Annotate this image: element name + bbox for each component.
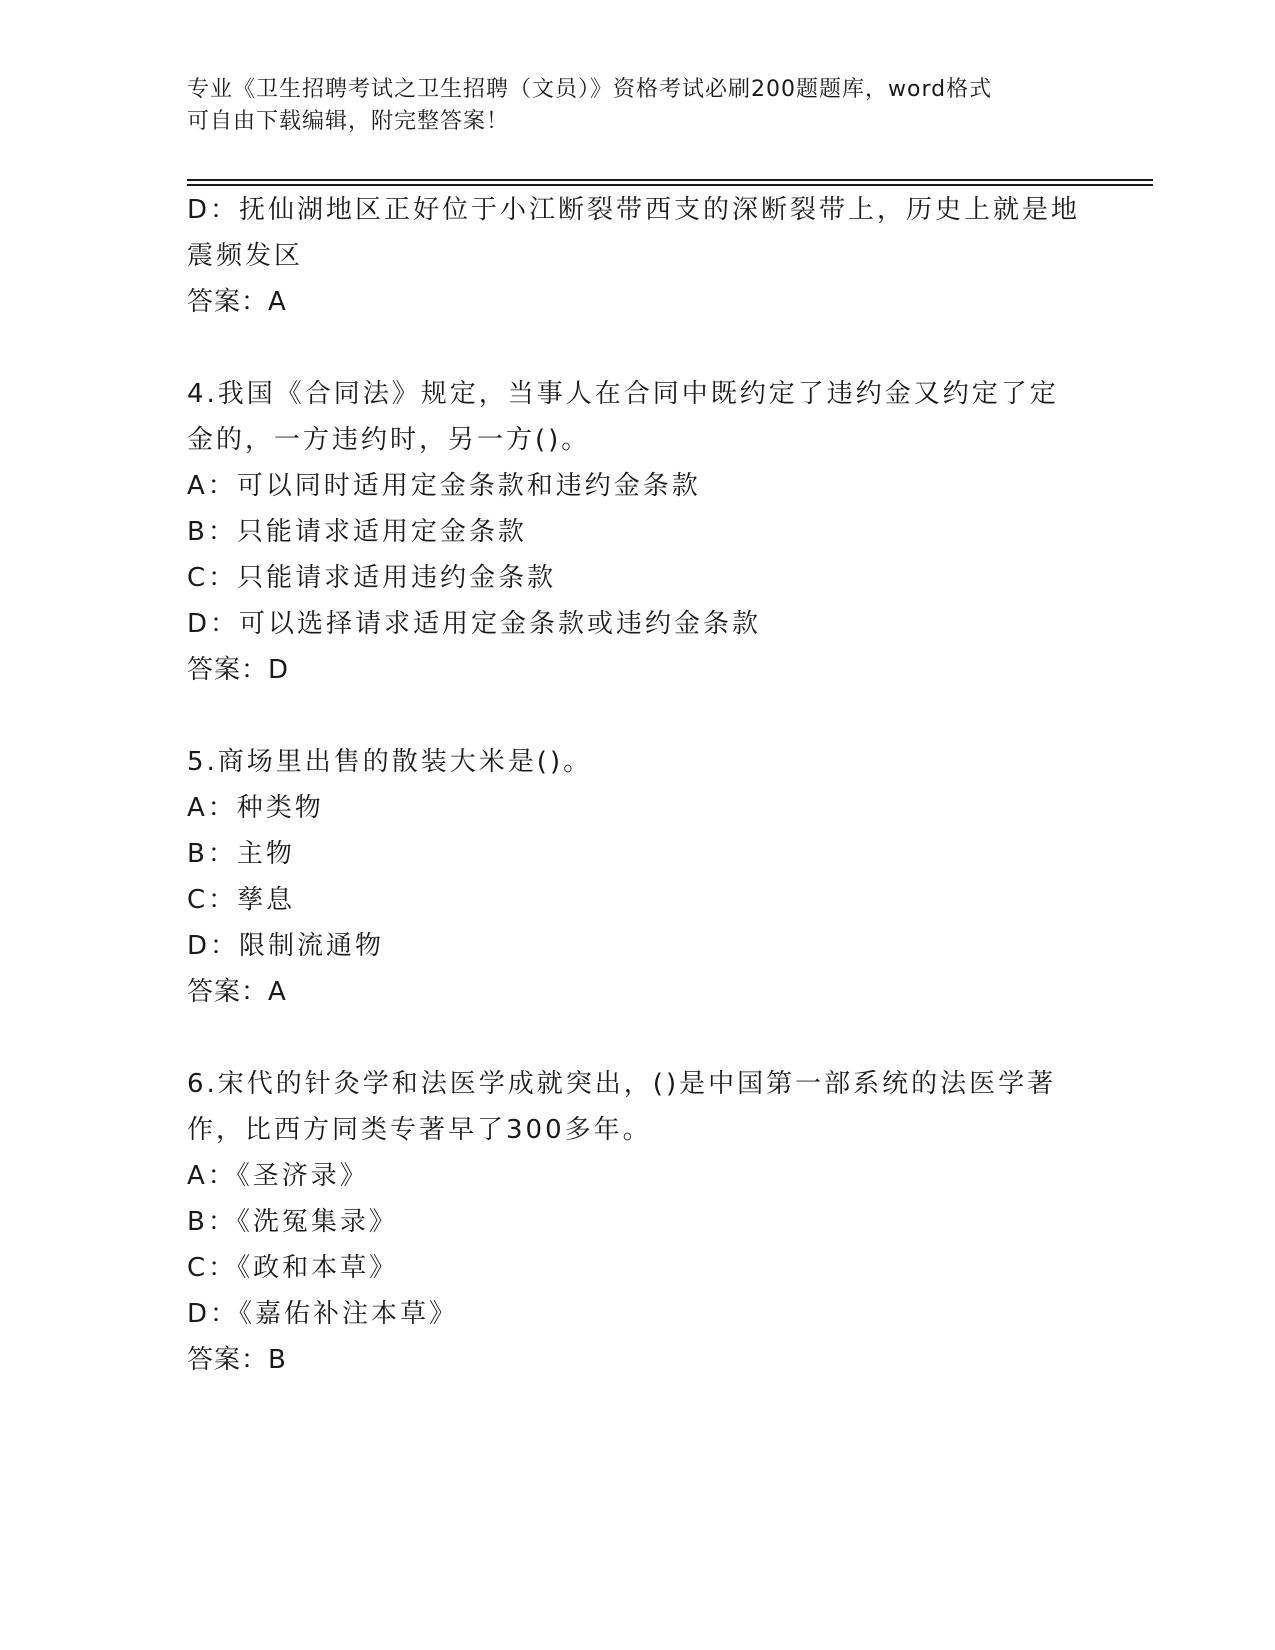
option-d-continued: 震频发区 [187,241,304,271]
option-a: A：《圣济录》 [187,1161,369,1191]
question-stem-continued: 金的，一方违约时，另一方()。 [187,425,591,455]
option-c: C：孳息 [187,885,296,915]
spacer [187,325,1087,371]
option-a: A：可以同时适用定金条款和违约金条款 [187,471,701,501]
answer-line: 答案：B [187,1345,287,1375]
header-divider-bottom [187,184,1153,186]
option-c: C：《政和本草》 [187,1253,399,1283]
option-b: B：《洗冤集录》 [187,1207,398,1237]
header-divider-top [187,179,1153,181]
document-header [187,74,1067,138]
option-d: D：限制流通物 [187,931,385,961]
question-3-continuation [187,187,1087,325]
spacer [187,1015,1087,1061]
question-stem: 5.商场里出售的散装大米是()。 [187,747,593,777]
option-d: D：可以选择请求适用定金条款或违约金条款 [187,609,762,639]
option-b: B：只能请求适用定金条款 [187,517,527,547]
question-6 [187,1061,1087,1383]
answer-line: 答案：A [187,287,287,317]
document-body [187,187,1087,1383]
question-stem: 4.我国《合同法》规定，当事人在合同中既约定了违约金又约定了定 [187,379,1059,409]
option-d: D：抚仙湖地区正好位于小江断裂带西支的深断裂带上，历史上就是地 [187,195,1081,225]
question-5 [187,739,1087,1015]
spacer [187,693,1087,739]
answer-line: 答案：A [187,977,287,1007]
header-line-2: 可自由下载编辑，附完整答案！ [187,109,510,134]
question-stem-continued: 作，比西方同类专著早了300多年。 [187,1115,652,1145]
header-line-1: 专业《卫生招聘考试之卫生招聘（文员）》资格考试必刷200题题库，word格式 [187,77,993,102]
option-c: C：只能请求适用违约金条款 [187,563,557,593]
option-d: D：《嘉佑补注本草》 [187,1299,459,1329]
option-a: A：种类物 [187,793,324,823]
answer-line: 答案：D [187,655,290,685]
option-b: B：主物 [187,839,295,869]
question-stem: 6.宋代的针灸学和法医学成就突出，()是中国第一部系统的法医学著 [187,1069,1057,1099]
question-4 [187,371,1087,693]
